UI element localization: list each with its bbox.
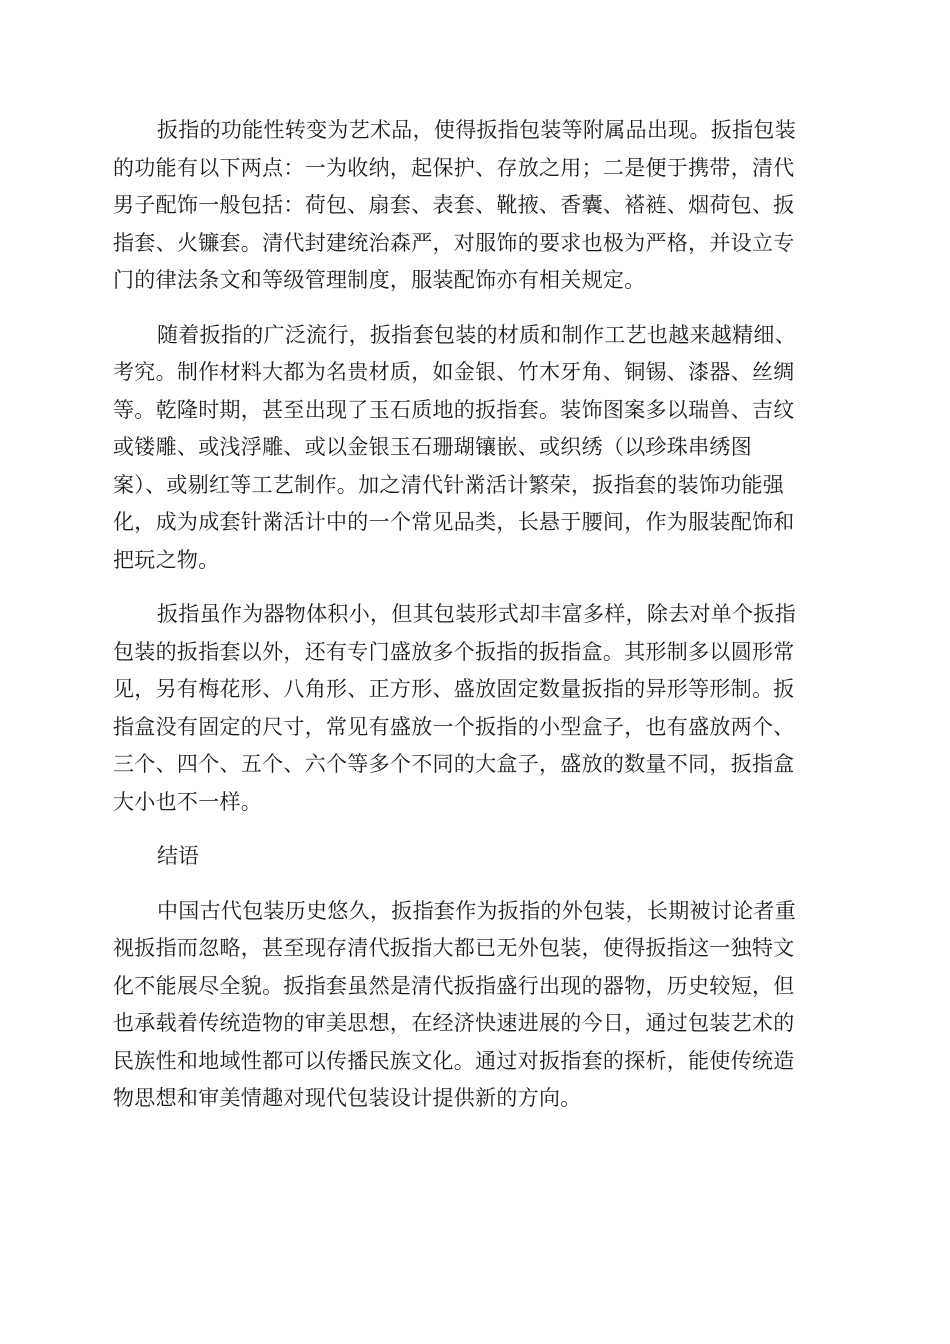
paragraph-3 bbox=[113, 596, 833, 821]
text-line: 见，另有梅花形、八角形、正方形、盛放固定数量扳指的异形等形制。扳 bbox=[113, 677, 795, 701]
text-line: 扳指虽作为器物体积小，但其包装形式却丰富多样，除去对单个扳指 bbox=[157, 602, 796, 626]
section-heading bbox=[113, 838, 833, 876]
text-line: 或镂雕、或浅浮雕、或以金银玉石珊瑚镶嵌、或织绣（以珍珠串绣图 bbox=[113, 435, 752, 459]
text-line: 男子配饰一般包括：荷包、扇套、表套、靴掖、香囊、褡裢、烟荷包、扳 bbox=[113, 193, 795, 217]
paragraph-2 bbox=[113, 317, 833, 580]
text-line: 也承载着传统造物的审美思想，在经济快速进展的今日，通过包装艺术的 bbox=[113, 1011, 795, 1035]
paragraph-1 bbox=[113, 112, 833, 300]
text-line: 视扳指而忽略，甚至现存清代扳指大都已无外包装，使得扳指这一独特文 bbox=[113, 936, 795, 960]
text-line: 中国古代包装历史悠久，扳指套作为扳指的外包装，长期被讨论者重 bbox=[157, 898, 796, 923]
text-line: 三个、四个、五个、六个等多个不同的大盒子，盛放的数量不同，扳指盒 bbox=[113, 752, 795, 776]
text-line: 门的律法条文和等级管理制度，服装配饰亦有相关规定。 bbox=[113, 268, 646, 292]
text-line: 指套、火镰套。清代封建统治森严，对服饰的要求也极为严格，并设立专 bbox=[113, 230, 795, 255]
text-line: 把玩之物。 bbox=[113, 547, 220, 572]
text-line: 大小也不一样。 bbox=[113, 789, 263, 814]
text-line: 等。乾隆时期，甚至出现了玉石质地的扳指套。装饰图案多以瑞兽、吉纹 bbox=[113, 397, 795, 422]
text-line: 考究。制作材料大都为名贵材质，如金银、竹木牙角、铜锡、漆器、丝绸 bbox=[113, 360, 795, 384]
text-line: 指盒没有固定的尺寸，常见有盛放一个扳指的小型盒子，也有盛放两个、 bbox=[113, 714, 795, 739]
text-line: 物思想和审美情趣对现代包装设计提供新的方向。 bbox=[113, 1086, 582, 1110]
text-line: 民族性和地域性都可以传播民族文化。通过对扳指套的探析，能使传统造 bbox=[113, 1048, 795, 1073]
text-line: 扳指的功能性转变为艺术品，使得扳指包装等附属品出现。扳指包装 bbox=[157, 118, 796, 142]
text-line: 的功能有以下两点：一为收纳，起保护、存放之用；二是便于携带，清代 bbox=[113, 155, 795, 180]
body-text bbox=[113, 112, 833, 1135]
section-heading-text: 结语 bbox=[157, 844, 199, 868]
text-line: 随着扳指的广泛流行，扳指套包装的材质和制作工艺也越来越精细、 bbox=[157, 322, 796, 347]
text-line: 包装的扳指套以外，还有专门盛放多个扳指的扳指盒。其形制多以圆形常 bbox=[113, 639, 795, 664]
text-line: 化不能展尽全貌。扳指套虽然是清代扳指盛行出现的器物，历史较短，但 bbox=[113, 973, 795, 998]
text-line: 化，成为成套针黹活计中的一个常见品类，长悬于腰间，作为服装配饰和 bbox=[113, 510, 795, 534]
text-line: 案）、或剔红等工艺制作。加之清代针黹活计繁荣，扳指套的装饰功能强 bbox=[113, 472, 785, 497]
paragraph-4 bbox=[113, 893, 833, 1118]
